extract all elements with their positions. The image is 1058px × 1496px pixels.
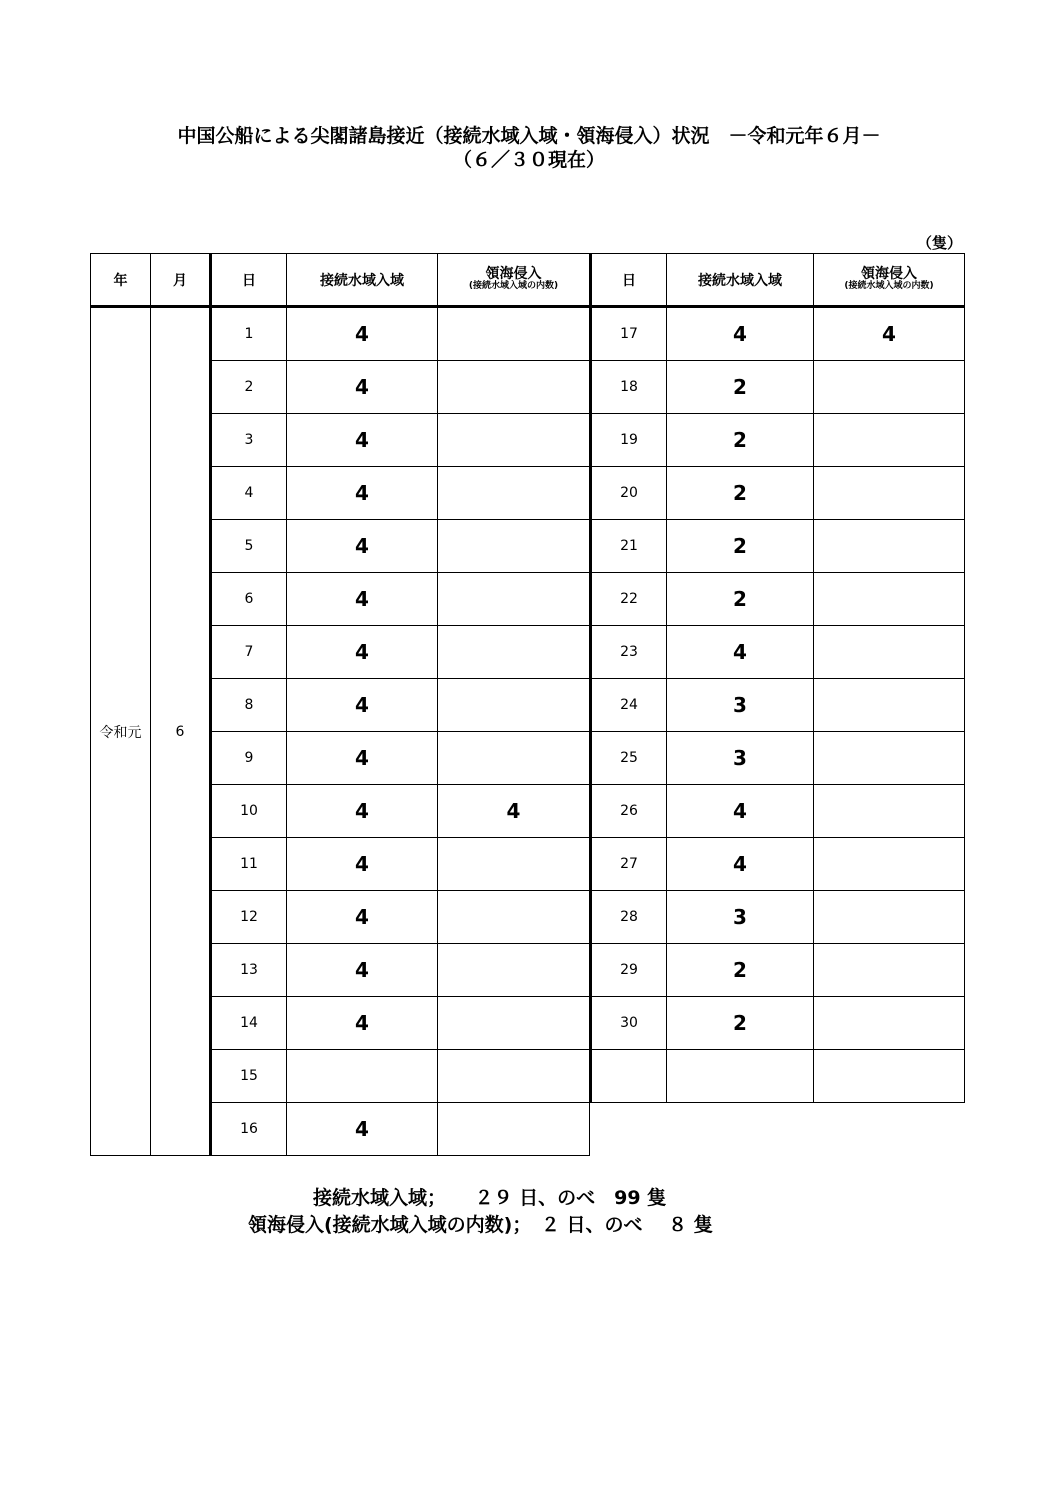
territorial-count-cell xyxy=(814,626,965,679)
table-row xyxy=(591,414,965,467)
contiguous-count-cell: 2 xyxy=(667,520,814,573)
contiguous-count-cell: 2 xyxy=(667,997,814,1050)
territorial-count-cell: 4 xyxy=(438,785,590,838)
header-contiguous-entry: 接続水域入域 xyxy=(287,254,438,307)
contiguous-count-cell: 4 xyxy=(287,307,438,361)
header-territorial-note: (接続水域入域の内数) xyxy=(844,281,934,291)
territorial-count-cell xyxy=(438,626,590,679)
day-cell: 2 xyxy=(211,361,287,414)
contiguous-count-cell: 4 xyxy=(287,626,438,679)
territorial-count-cell xyxy=(438,679,590,732)
day-cell: 26 xyxy=(591,785,667,838)
day-cell: 21 xyxy=(591,520,667,573)
header-row xyxy=(591,254,965,307)
day-cell: 15 xyxy=(211,1050,287,1103)
table-row xyxy=(591,1050,965,1103)
table-row xyxy=(591,944,965,997)
header-territorial-intrusion xyxy=(438,254,590,307)
day-cell: 11 xyxy=(211,838,287,891)
header-row xyxy=(91,254,590,307)
territorial-count-cell xyxy=(814,1050,965,1103)
day-cell: 16 xyxy=(211,1103,287,1156)
table-row xyxy=(91,307,590,361)
territorial-count-cell xyxy=(438,467,590,520)
day-cell: 29 xyxy=(591,944,667,997)
territorial-count-cell xyxy=(814,997,965,1050)
day-cell: 23 xyxy=(591,626,667,679)
contiguous-count-cell xyxy=(287,1050,438,1103)
contiguous-count-cell: 4 xyxy=(667,307,814,361)
day-cell: 20 xyxy=(591,467,667,520)
territorial-count-cell xyxy=(814,467,965,520)
contiguous-count-cell: 4 xyxy=(287,414,438,467)
territorial-count-cell xyxy=(438,944,590,997)
summary-contiguous: 接続水域入域； ２９ 日、のべ 99 隻 xyxy=(313,1187,667,1209)
territorial-count-cell xyxy=(438,573,590,626)
table-row xyxy=(591,732,965,785)
day-cell xyxy=(591,1050,667,1103)
contiguous-count-cell: 2 xyxy=(667,573,814,626)
contiguous-count-cell: 2 xyxy=(667,414,814,467)
table-row xyxy=(591,307,965,361)
day-cell: 18 xyxy=(591,361,667,414)
day-cell: 25 xyxy=(591,732,667,785)
territorial-count-cell xyxy=(814,944,965,997)
table-row xyxy=(591,997,965,1050)
contiguous-count-cell: 4 xyxy=(287,467,438,520)
header-territorial-note: (接続水域入域の内数) xyxy=(468,281,559,291)
left-table xyxy=(90,253,590,1156)
contiguous-count-cell xyxy=(667,1050,814,1103)
day-cell: 24 xyxy=(591,679,667,732)
territorial-count-cell xyxy=(438,891,590,944)
table-row xyxy=(591,361,965,414)
day-cell: 19 xyxy=(591,414,667,467)
contiguous-count-cell: 4 xyxy=(287,944,438,997)
territorial-count-cell xyxy=(438,997,590,1050)
contiguous-count-cell: 4 xyxy=(287,732,438,785)
contiguous-count-cell: 4 xyxy=(287,361,438,414)
header-day: 日 xyxy=(211,254,287,307)
table-row xyxy=(591,838,965,891)
header-contiguous-entry: 接続水域入域 xyxy=(667,254,814,307)
table-row xyxy=(591,467,965,520)
territorial-count-cell xyxy=(814,414,965,467)
contiguous-count-cell: 4 xyxy=(287,573,438,626)
table-row xyxy=(591,626,965,679)
header-month: 月 xyxy=(151,254,211,307)
day-cell: 10 xyxy=(211,785,287,838)
header-territorial-label: 領海侵入 xyxy=(485,266,542,282)
header-year: 年 xyxy=(91,254,151,307)
day-cell: 8 xyxy=(211,679,287,732)
territorial-count-cell xyxy=(814,679,965,732)
territorial-count-cell xyxy=(438,361,590,414)
day-cell: 13 xyxy=(211,944,287,997)
contiguous-count-cell: 4 xyxy=(287,679,438,732)
contiguous-count-cell: 4 xyxy=(287,1103,438,1156)
day-cell: 7 xyxy=(211,626,287,679)
territorial-count-cell xyxy=(438,414,590,467)
header-day: 日 xyxy=(591,254,667,307)
contiguous-count-cell: 4 xyxy=(667,785,814,838)
territorial-count-cell xyxy=(438,307,590,361)
day-cell: 17 xyxy=(591,307,667,361)
header-territorial-label: 領海侵入 xyxy=(861,266,917,282)
territorial-count-cell xyxy=(438,1050,590,1103)
contiguous-count-cell: 2 xyxy=(667,944,814,997)
header-territorial-intrusion xyxy=(814,254,965,307)
territorial-count-cell xyxy=(814,573,965,626)
day-cell: 6 xyxy=(211,573,287,626)
table-row xyxy=(591,679,965,732)
territorial-count-cell xyxy=(438,838,590,891)
territorial-count-cell xyxy=(438,732,590,785)
contiguous-count-cell: 4 xyxy=(287,997,438,1050)
unit-label: （隻） xyxy=(916,234,962,252)
year-cell: 令和元 xyxy=(91,307,151,1156)
territorial-count-cell xyxy=(814,838,965,891)
territorial-count-cell xyxy=(814,361,965,414)
contiguous-count-cell: 2 xyxy=(667,467,814,520)
contiguous-count-cell: 4 xyxy=(667,626,814,679)
document-title: 中国公船による尖閣諸島接近（接続水域入域・領海侵入）状況 －令和元年６月－ xyxy=(177,125,881,147)
day-cell: 28 xyxy=(591,891,667,944)
contiguous-count-cell: 4 xyxy=(287,891,438,944)
contiguous-count-cell: 3 xyxy=(667,679,814,732)
summary-territorial: 領海侵入(接続水域入域の内数)； ２ 日、のべ ８ 隻 xyxy=(248,1214,713,1236)
as-of-date: （６／３０現在） xyxy=(452,149,605,171)
day-cell: 12 xyxy=(211,891,287,944)
day-cell: 5 xyxy=(211,520,287,573)
contiguous-count-cell: 2 xyxy=(667,361,814,414)
contiguous-count-cell: 4 xyxy=(287,838,438,891)
territorial-count-cell xyxy=(438,520,590,573)
territorial-count-cell xyxy=(814,785,965,838)
day-cell: 22 xyxy=(591,573,667,626)
day-cell: 30 xyxy=(591,997,667,1050)
contiguous-count-cell: 3 xyxy=(667,732,814,785)
table-row xyxy=(591,573,965,626)
right-table xyxy=(589,253,965,1103)
contiguous-count-cell: 4 xyxy=(287,520,438,573)
table-row xyxy=(591,891,965,944)
territorial-count-cell xyxy=(814,732,965,785)
table-row xyxy=(591,785,965,838)
table-row xyxy=(591,520,965,573)
day-cell: 27 xyxy=(591,838,667,891)
contiguous-count-cell: 4 xyxy=(287,785,438,838)
territorial-count-cell xyxy=(814,520,965,573)
day-cell: 1 xyxy=(211,307,287,361)
contiguous-count-cell: 3 xyxy=(667,891,814,944)
day-cell: 14 xyxy=(211,997,287,1050)
day-cell: 9 xyxy=(211,732,287,785)
month-cell: 6 xyxy=(151,307,211,1156)
territorial-count-cell xyxy=(814,891,965,944)
territorial-count-cell xyxy=(438,1103,590,1156)
day-cell: 3 xyxy=(211,414,287,467)
territorial-count-cell: 4 xyxy=(814,307,965,361)
contiguous-count-cell: 4 xyxy=(667,838,814,891)
day-cell: 4 xyxy=(211,467,287,520)
